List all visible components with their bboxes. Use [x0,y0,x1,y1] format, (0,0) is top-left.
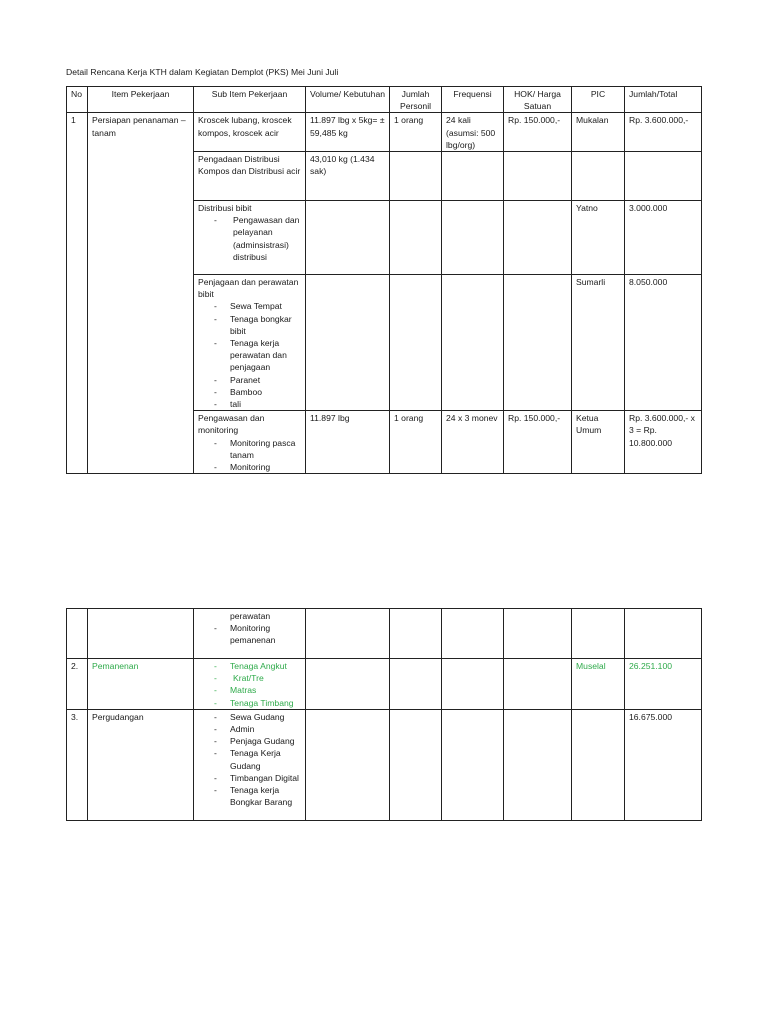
cell-personil: 1 orang [390,411,442,474]
cell-pic [572,609,625,659]
table-row [67,609,702,659]
list-item: - Tenaga kerja Bongkar Barang [230,784,301,808]
cell-personil [390,275,442,411]
cell-volume [306,201,390,275]
work-plan-table-continued [66,608,702,821]
list-item: - Pengawasan dan pelayanan (adminsistrasi) distribusi [230,214,301,263]
cell-frekuensi: 24 x 3 monev [442,411,504,474]
cell-personil [390,659,442,710]
cell-hok [504,659,572,710]
cell-volume [306,659,390,710]
sub-item-list [198,711,301,809]
list-item: - Tenaga Angkut [230,660,301,672]
cell-total [625,609,702,659]
header-jumlah-personil: Jumlah Personil [390,87,442,113]
header-frekuensi: Frequensi [442,87,504,113]
cell-pic: Ketua Umum [572,411,625,474]
table-row [67,709,702,820]
header-item: Item Pekerjaan [88,87,194,113]
list-item: - Bamboo [230,386,301,398]
sub-item-list [198,214,301,263]
cell-pic [572,709,625,820]
cell-total: 16.675.000 [625,709,702,820]
table-row [67,113,702,152]
cell-volume: 43,010 kg (1.434 sak) [306,152,390,201]
list-item: - Monitoring [230,461,301,473]
cell-hok [504,709,572,820]
cell-sub-item: Pengadaan Distribusi Kompos dan Distribusi acir [194,152,306,201]
cell-hok: Rp. 150.000,- [504,113,572,152]
cell-frekuensi [442,275,504,411]
cell-item: Pergudangan [88,709,194,820]
header-total: Jumlah/Total [625,87,702,113]
cell-total: 26.251.100 [625,659,702,710]
list-item: - tali [230,398,301,410]
cell-total: 8.050.000 [625,275,702,411]
list-item: - Timbangan Digital [230,772,301,784]
header-sub-item: Sub Item Pekerjaan [194,87,306,113]
cell-total: Rp. 3.600.000,- [625,113,702,152]
sub-item-heading: Pengawasan dan monitoring [198,413,265,436]
header-pic: PIC [572,87,625,113]
list-item: - Paranet [230,374,301,386]
list-item: - Matras [230,684,301,696]
cell-volume: 11.897 lbg x 5kg= ± 59,485 kg [306,113,390,152]
cell-no: 2. [67,659,88,710]
header-volume: Volume/ Kebutuhan [306,87,390,113]
cell-pic: Sumarli [572,275,625,411]
cell-total: Rp. 3.600.000,- x 3 = Rp. 10.800.000 [625,411,702,474]
cell-personil [390,201,442,275]
cell-item: Pemanenan [88,659,194,710]
cell-sub-item [194,411,306,474]
sub-item-list [198,622,301,646]
sub-item-list [198,300,301,410]
cell-pic: Mukalan [572,113,625,152]
cell-pic [572,152,625,201]
cell-hok [504,152,572,201]
list-item: - Sewa Gudang [230,711,301,723]
table-header-row [67,87,702,113]
cell-no: 1 [67,113,88,474]
sub-item-list [198,437,301,474]
cell-no [67,609,88,659]
list-item: - Tenaga Kerja Gudang [230,747,301,771]
list-item: - Tenaga bongkar bibit [230,313,301,337]
cell-volume [306,275,390,411]
sub-item-list [198,660,301,709]
cell-item: Persiapan penanaman – tanam [88,113,194,474]
work-plan-table [66,86,702,474]
cell-pic: Muselal [572,659,625,710]
cell-frekuensi: 24 kali (asumsi: 500 lbg/org) [442,113,504,152]
cell-hok [504,609,572,659]
cell-hok [504,201,572,275]
header-no: No [67,87,88,113]
continued-line: perawatan [230,611,271,621]
cell-frekuensi [442,709,504,820]
cell-frekuensi [442,201,504,275]
cell-sub-item [194,275,306,411]
cell-personil [390,709,442,820]
list-item: - Monitoring pemanenan [230,622,301,646]
cell-personil: 1 orang [390,113,442,152]
cell-frekuensi [442,659,504,710]
sub-item-heading: Distribusi bibit [198,203,252,214]
sub-item-heading: Penjagaan dan perawatan bibit [198,277,299,300]
cell-sub-item [194,659,306,710]
cell-frekuensi [442,152,504,201]
list-item: - Penjaga Gudang [230,735,301,747]
list-item: - Tenaga kerja perawatan dan penjagaan [230,337,301,374]
cell-personil [390,152,442,201]
cell-sub-item [194,609,306,659]
cell-total [625,152,702,201]
document-title: Detail Rencana Kerja KTH dalam Kegiatan Demplot (PKS) Mei Juni Juli [66,67,339,77]
cell-sub-item [194,709,306,820]
cell-sub-item [194,201,306,275]
cell-sub-item: Kroscek lubang, kroscek kompos, kroscek acir [194,113,306,152]
list-item: - Krat/Tre [230,672,301,684]
cell-item [88,609,194,659]
cell-no: 3. [67,709,88,820]
cell-volume [306,709,390,820]
header-hok: HOK/ Harga Satuan [504,87,572,113]
cell-frekuensi [442,609,504,659]
list-item: - Sewa Tempat [230,300,301,312]
table-row [67,659,702,710]
cell-volume: 11.897 lbg [306,411,390,474]
cell-hok [504,275,572,411]
cell-pic: Yatno [572,201,625,275]
cell-volume [306,609,390,659]
cell-total: 3.000.000 [625,201,702,275]
list-item: - Tenaga Timbang [230,697,301,709]
list-item: - Admin [230,723,301,735]
list-item: - Monitoring pasca tanam [230,437,301,461]
cell-personil [390,609,442,659]
cell-hok: Rp. 150.000,- [504,411,572,474]
